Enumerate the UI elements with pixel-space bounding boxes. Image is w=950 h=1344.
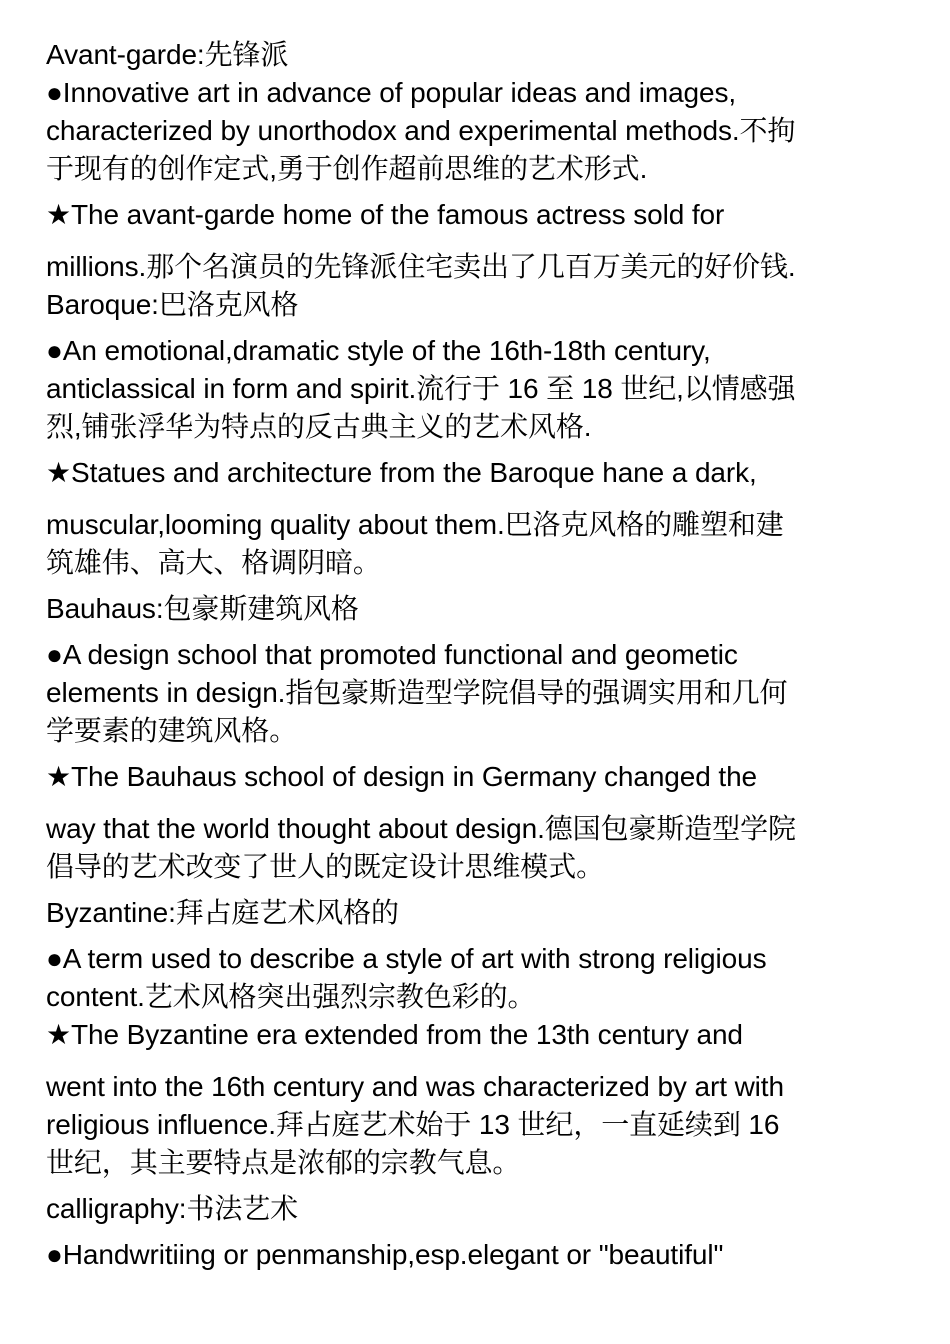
definition-line: ●A term used to describe a style of art with strong religious xyxy=(46,943,767,974)
entry-term: calligraphy:书法艺术 xyxy=(46,1193,299,1224)
example-line: religious influence.拜占庭艺术始于 13 世纪，一直延续到 16 xyxy=(46,1109,780,1140)
glossary-entry xyxy=(46,36,916,286)
example-line: ★The Byzantine era extended from the 13th century and xyxy=(46,1019,743,1050)
entry-term: Byzantine:拜占庭艺术风格的 xyxy=(46,897,399,928)
glossary-entry xyxy=(46,1190,916,1274)
definition-line: 学要素的建筑风格。 xyxy=(46,715,298,746)
definition-line: 烈,铺张浮华为特点的反古典主义的艺术风格. xyxy=(46,411,592,442)
glossary-page xyxy=(46,36,916,1274)
example-line: 世纪，其主要特点是浓郁的宗教气息。 xyxy=(46,1147,521,1178)
glossary-entry xyxy=(46,590,916,886)
definition-line: characterized by unorthodox and experimental methods.不拘 xyxy=(46,115,796,146)
definition-line: elements in design.指包豪斯造型学院倡导的强调实用和几何 xyxy=(46,677,788,708)
example-line: muscular,looming quality about them.巴洛克风格的雕塑和建 xyxy=(46,509,784,540)
example-line: ★Statues and architecture from the Baroque hane a dark, xyxy=(46,457,757,488)
definition-line: content.艺术风格突出强烈宗教色彩的。 xyxy=(46,981,536,1012)
definition-line: anticlassical in form and spirit.流行于 16 至 18 世纪,以情感强 xyxy=(46,373,796,404)
example-line: millions.那个名演员的先锋派住宅卖出了几百万美元的好价钱. xyxy=(46,251,796,282)
example-line: way that the world thought about design.德国包豪斯造型学院 xyxy=(46,813,796,844)
definition-line: ●Innovative art in advance of popular ideas and images, xyxy=(46,77,737,108)
definition-line: ●A design school that promoted functional and geometic xyxy=(46,639,738,670)
definition-line: ●An emotional,dramatic style of the 16th-18th century, xyxy=(46,335,711,366)
example-line: went into the 16th century and was characterized by art with xyxy=(46,1071,784,1102)
entry-term: Baroque:巴洛克风格 xyxy=(46,289,299,320)
glossary-entry xyxy=(46,286,916,582)
example-line: 筑雄伟、高大、格调阴暗。 xyxy=(46,547,381,578)
entry-term: Bauhaus:包豪斯建筑风格 xyxy=(46,593,359,624)
definition-line: ●Handwritiing or penmanship,esp.elegant or "beautiful" xyxy=(46,1239,724,1270)
example-line: ★The Bauhaus school of design in Germany changed the xyxy=(46,761,758,792)
example-line: 倡导的艺术改变了世人的既定设计思维模式。 xyxy=(46,851,605,882)
entry-term: Avant-garde:先锋派 xyxy=(46,39,289,70)
definition-line: 于现有的创作定式,勇于创作超前思维的艺术形式. xyxy=(46,153,648,184)
example-line: ★The avant-garde home of the famous actress sold for xyxy=(46,199,725,230)
glossary-entry xyxy=(46,894,916,1182)
